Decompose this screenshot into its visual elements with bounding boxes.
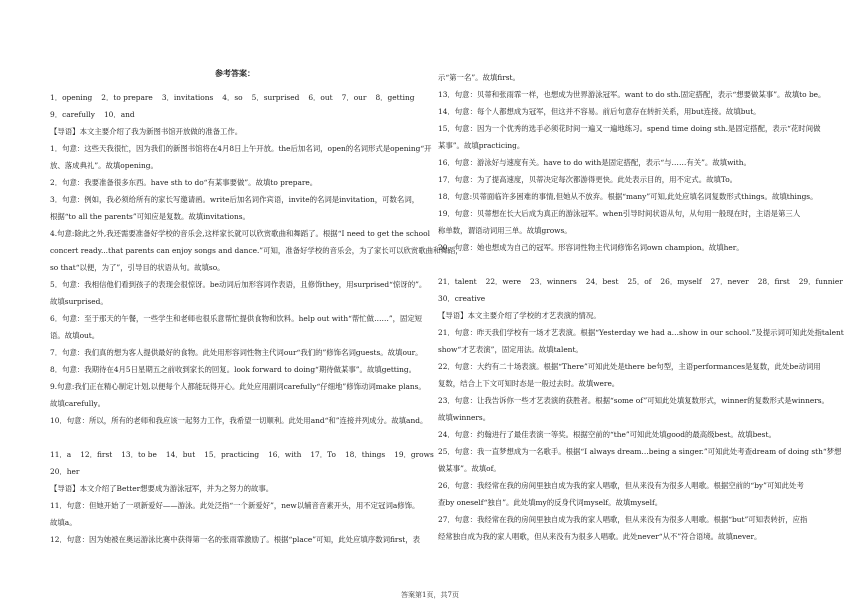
answer-item: 20．her <box>50 467 80 476</box>
explanation-line: 2．句意：我要准备很多东西。have sth to do“有某事要做”。故填to prepare。 <box>50 178 318 187</box>
explanation-line: 【导语】本文主要介绍了我为新图书馆开放做的准备工作。 <box>50 127 243 136</box>
answer-item: 24．best <box>585 277 619 286</box>
explanation-line: 经常独自成为我的家人唱歌，但从来没有为很多人唱歌。此处never“从不”符合语境。故填never。 <box>438 532 762 541</box>
explanation-line: 27．句意：我经常在我的房间里独自成为我的家人唱歌，但从来没有为很多人唱歌。根据“but”可知表转折，应指 <box>438 515 808 524</box>
explanation-line: 根据“to all the parents”可知应是复数。故填invitations。 <box>50 212 250 221</box>
answer-item: 16．with <box>268 450 302 459</box>
explanation-line: 语。故填out。 <box>50 331 100 340</box>
explanation-line: 10．句意：所以，所有的老师和我应该一起努力工作，我希望一切顺利。此处用and“和”连接并列成分。故填and。 <box>50 416 428 425</box>
answer-item: 29．funnier <box>798 277 843 286</box>
answer-item: 3．invitations <box>161 93 214 102</box>
answer-item: 4．so <box>222 93 243 102</box>
explanation-line: 24．句意：约翰进行了最佳表演一等奖。根据空前的“the”可知此处填good的最高级best。故填best。 <box>438 430 776 439</box>
explanation-line: 故填carefully。 <box>50 399 106 408</box>
answer-item: 10．and <box>103 110 135 119</box>
answer-item: 14．but <box>165 450 196 459</box>
answer-key-line <box>50 450 443 460</box>
explanation-line: 放、落成典礼”。故填opening。 <box>50 161 158 170</box>
explanation-line: 1．句意：这些天我很忙，因为我们的新图书馆将在4月8日上午开放。the后加名词，open的名词形式是opening“开 <box>50 144 432 153</box>
answer-item: 27．never <box>710 277 749 286</box>
explanation-line: 8．句意：我期待在4月5日星期五之前收到家长的回复。look forward to doing“期待做某事”。故填getting。 <box>50 365 417 374</box>
answer-item: 13．to be <box>121 450 157 459</box>
explanation-line: 20．句意：她也想成为自己的冠军。形容词性物主代词修饰名词own champion。故填her。 <box>438 243 744 252</box>
explanation-line: 25．句意：我一直梦想成为一名歌手。根据“I always dream…being a singer.”可知此处考查dream of doing sth“梦想 <box>438 447 842 456</box>
page-footer: 答案第1页，共7页 <box>401 591 459 599</box>
answer-item: 9．carefully <box>50 110 95 119</box>
answer-item: 11．a <box>50 450 72 459</box>
explanation-line: 19．句意：贝蒂想在长大后成为真正的游泳冠军。when引导时间状语从句，从句用一般现在时，主语是第三人 <box>438 209 801 218</box>
explanation-line: 【导语】本文主要介绍了学校的才艺表演的情况。 <box>438 311 601 320</box>
explanation-line: 3．句意：例如，我必须给所有的家长写邀请函。write后加名词作宾语，invite的名词是invitation，可数名词， <box>50 195 420 204</box>
answer-item: 8．getting <box>375 93 415 102</box>
explanation-line: 某事”。故填practicing。 <box>438 141 525 150</box>
answer-item: 7．our <box>341 93 367 102</box>
answer-item: 30．creative <box>438 294 486 303</box>
explanation-line: 故填a。 <box>50 518 77 527</box>
explanation-line: 【导语】本文介绍了Better想要成为游泳冠军，并为之努力的故事。 <box>50 484 274 493</box>
explanation-line: 17．句意：为了提高速度，贝蒂决定每次都游得更快。此处表示目的，用不定式。故填To。 <box>438 175 738 184</box>
answer-item: 2．to prepare <box>101 93 153 102</box>
explanation-line: 5．句意：我相信他们看到孩子的表现会很惊讶。be动词后加形容词作表语，且修饰they，用surprised“惊讶的”。 <box>50 280 427 289</box>
explanation-line: 查by oneself“独自”。此处填my的反身代词myself。故填myself。 <box>438 498 663 507</box>
explanation-line: 9.句意:我们正在精心制定计划,以便每个人都能玩得开心。此处应用副词carefully“仔细地”修饰动词make plans。 <box>50 382 426 391</box>
explanation-line: 11．句意：但她开始了一项新爱好——游泳。此处泛指“一个新爱好”，new以辅音音素开头，用不定冠词a修饰。 <box>50 501 420 510</box>
answer-title: 参考答案： <box>215 68 255 78</box>
answer-item: 12．first <box>80 450 113 459</box>
explanation-line: 6．句意：至于那天的午餐，一些学生和老师也很乐意帮忙提供食物和饮料。help out with“帮忙做……”，固定短 <box>50 314 423 323</box>
answer-item: 17．To <box>310 450 336 459</box>
explanation-line: 7．句意：我们真的想为客人提供最好的食物。此处用形容词性物主代词our“我们的”修饰名词guests。故填our。 <box>50 348 423 357</box>
answer-key-line <box>50 110 144 120</box>
explanation-line: 4.句意:除此之外,我还需要准备好学校的音乐会,这样家长就可以欣赏歌曲和舞蹈了。根据“I need to get the school <box>50 229 430 238</box>
answer-item: 26．myself <box>660 277 702 286</box>
explanation-line: 复数，结合上下文可知时态是一般过去时。故填were。 <box>438 379 620 388</box>
answer-item: 19．grows <box>394 450 434 459</box>
answer-item: 18．things <box>344 450 386 459</box>
explanation-line: 26．句意：我经常在我的房间里独自成为我的家人唱歌，但从来没有为很多人唱歌。根据空前的“by”可知此处考 <box>438 481 804 490</box>
answer-key-line <box>438 294 494 304</box>
explanation-line: 做某事”。故填of。 <box>438 464 501 473</box>
answer-item: 21．talent <box>438 277 477 286</box>
answer-key-line <box>438 277 852 287</box>
explanation-line: concert ready...that parents can enjoy songs and dance.”可知，准备好学校的音乐会，为了家长可以欣赏歌曲和舞蹈， <box>50 246 463 255</box>
explanation-line: 称单数，谓语动词用三单。故填grows。 <box>438 226 572 235</box>
explanation-line: 14．句意：每个人都想成为冠军，但这并不容易。前后句意存在转折关系，用but连接。故填but。 <box>438 107 761 116</box>
answer-item: 28．first <box>757 277 790 286</box>
explanation-line: 23．句意：让我告诉你一些才艺表演的获胜者。根据“some of”可知此处填复数形式，winner的复数形式是winners。 <box>438 396 829 405</box>
answer-key-line <box>50 93 423 103</box>
right-column <box>438 0 844 592</box>
explanation-line: 故填surprised。 <box>50 297 108 306</box>
answer-item: 5．surprised <box>251 93 300 102</box>
explanation-line: 13．句意：贝蒂和张雨霏一样，也想成为世界游泳冠军。want to do sth.固定搭配，表示“想要做某事”。故填to be。 <box>438 90 826 99</box>
explanation-line: show“才艺表演”，固定用法。故填talent。 <box>438 345 583 354</box>
answer-item: 15．practicing <box>204 450 260 459</box>
explanation-line: 15．句意：因为一个优秀的选手必须花时间一遍又一遍地练习。spend time doing sth.是固定搭配，表示“花时间做 <box>438 124 821 133</box>
answer-item: 6．out <box>308 93 333 102</box>
explanation-line: 21．句意：昨天我们学校有一场才艺表演。根据“Yesterday we had a…show in our school.”及提示词可知此处指talent <box>438 328 844 337</box>
answer-item: 1．opening <box>50 93 93 102</box>
answer-key-line <box>50 467 88 477</box>
explanation-line: 示“第一名”。故填first。 <box>438 73 520 82</box>
explanation-line: 故填winners。 <box>438 413 491 422</box>
explanation-line: so that“以便，为了”，引导目的状语从句。故填so。 <box>50 263 225 272</box>
answer-item: 25．of <box>627 277 652 286</box>
explanation-line: 18．句意:贝蒂面临许多困难的事情,但她从不放弃。根据“many”可知,此处应填名词复数形式things。故填things。 <box>438 192 818 201</box>
explanation-line: 12．句意：因为她被在奥运游泳比赛中获得第一名的张雨霏激励了。根据“place”可知，此处应填序数词first，表 <box>50 535 421 544</box>
answer-item: 23．winners <box>530 277 577 286</box>
explanation-line: 16．句意：游泳好与速度有关。have to do with是固定搭配，表示“与……有关”。故填with。 <box>438 158 751 167</box>
answer-item: 22．were <box>485 277 522 286</box>
explanation-line: 22．句意：大约有二十场表演。根据“There”可知此处是there be句型，主语performances是复数，此处be动词用 <box>438 362 821 371</box>
